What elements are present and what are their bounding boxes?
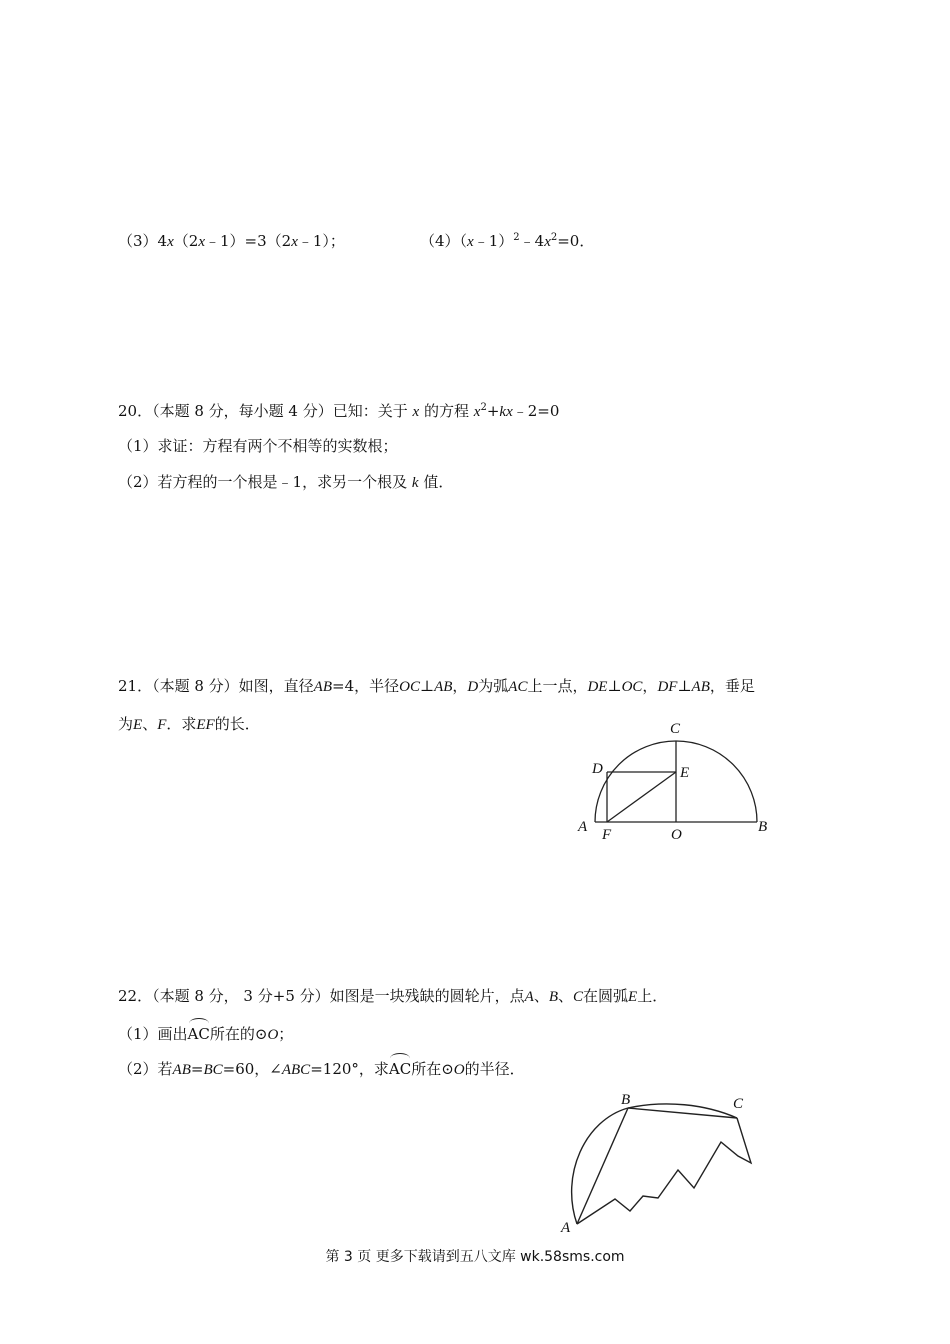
q21-semicircle-figure xyxy=(570,715,780,845)
label-o: O xyxy=(671,827,682,843)
label-b: B xyxy=(758,819,768,835)
q21-line2: 为E、F．求EF的长． xyxy=(118,715,260,733)
page-footer: 第 3 页 更多下载请到五八文库 wk.58sms.com xyxy=(325,1249,625,1265)
label-d: D xyxy=(592,761,603,777)
label-c: C xyxy=(670,721,681,737)
label-f: F xyxy=(602,827,612,843)
label-b: B xyxy=(621,1092,631,1108)
label-a: A xyxy=(578,819,588,835)
label-e: E xyxy=(680,765,690,781)
label-c: C xyxy=(733,1096,744,1112)
chord-bc xyxy=(628,1108,737,1118)
q22-part1: （1）画出AC所在的⊙O； xyxy=(118,1020,293,1045)
q19-part4: $(4)(x﹣1)^2﹣4x^2=0$． xyxy=(420,232,595,250)
q20-part1: （1）求证：方程有两个不相等的实数根； xyxy=(118,437,398,455)
q21-heading: 21．（本题 8 分）如图，直径AB=4，半径OC⊥AB，D为弧AC上一点，DE⊥OC，DF⊥AB，垂足 xyxy=(118,677,755,695)
q22-broken-wheel-figure xyxy=(555,1090,765,1240)
q22-heading: 22．（本题 8 分， 3 分+5 分）如图是一块残缺的圆轮片，点A、B、C在圆弧E上． xyxy=(118,987,668,1005)
q20-part2: （2）若方程的一个根是﹣1，求另一个根及 k 值． xyxy=(118,473,454,491)
q20-heading: 20．（本题 8 分，每小题 4 分）已知：关于 x 的方程 $x^2+kx﹣2=0$ xyxy=(118,402,560,420)
segment-fe xyxy=(607,772,676,822)
label-a: A xyxy=(561,1220,571,1236)
arc-abc xyxy=(572,1104,737,1224)
q19-part3: （3）4x（2x﹣1）=3（2x﹣1）； xyxy=(118,232,345,250)
arc-ac-symbol: AC xyxy=(389,1055,411,1079)
q22-part2: （2）若AB=BC=60，∠ABC=120°，求AC所在⊙O的半径． xyxy=(118,1055,525,1080)
broken-edge xyxy=(577,1118,751,1224)
arc-ac-symbol: AC xyxy=(188,1020,210,1044)
